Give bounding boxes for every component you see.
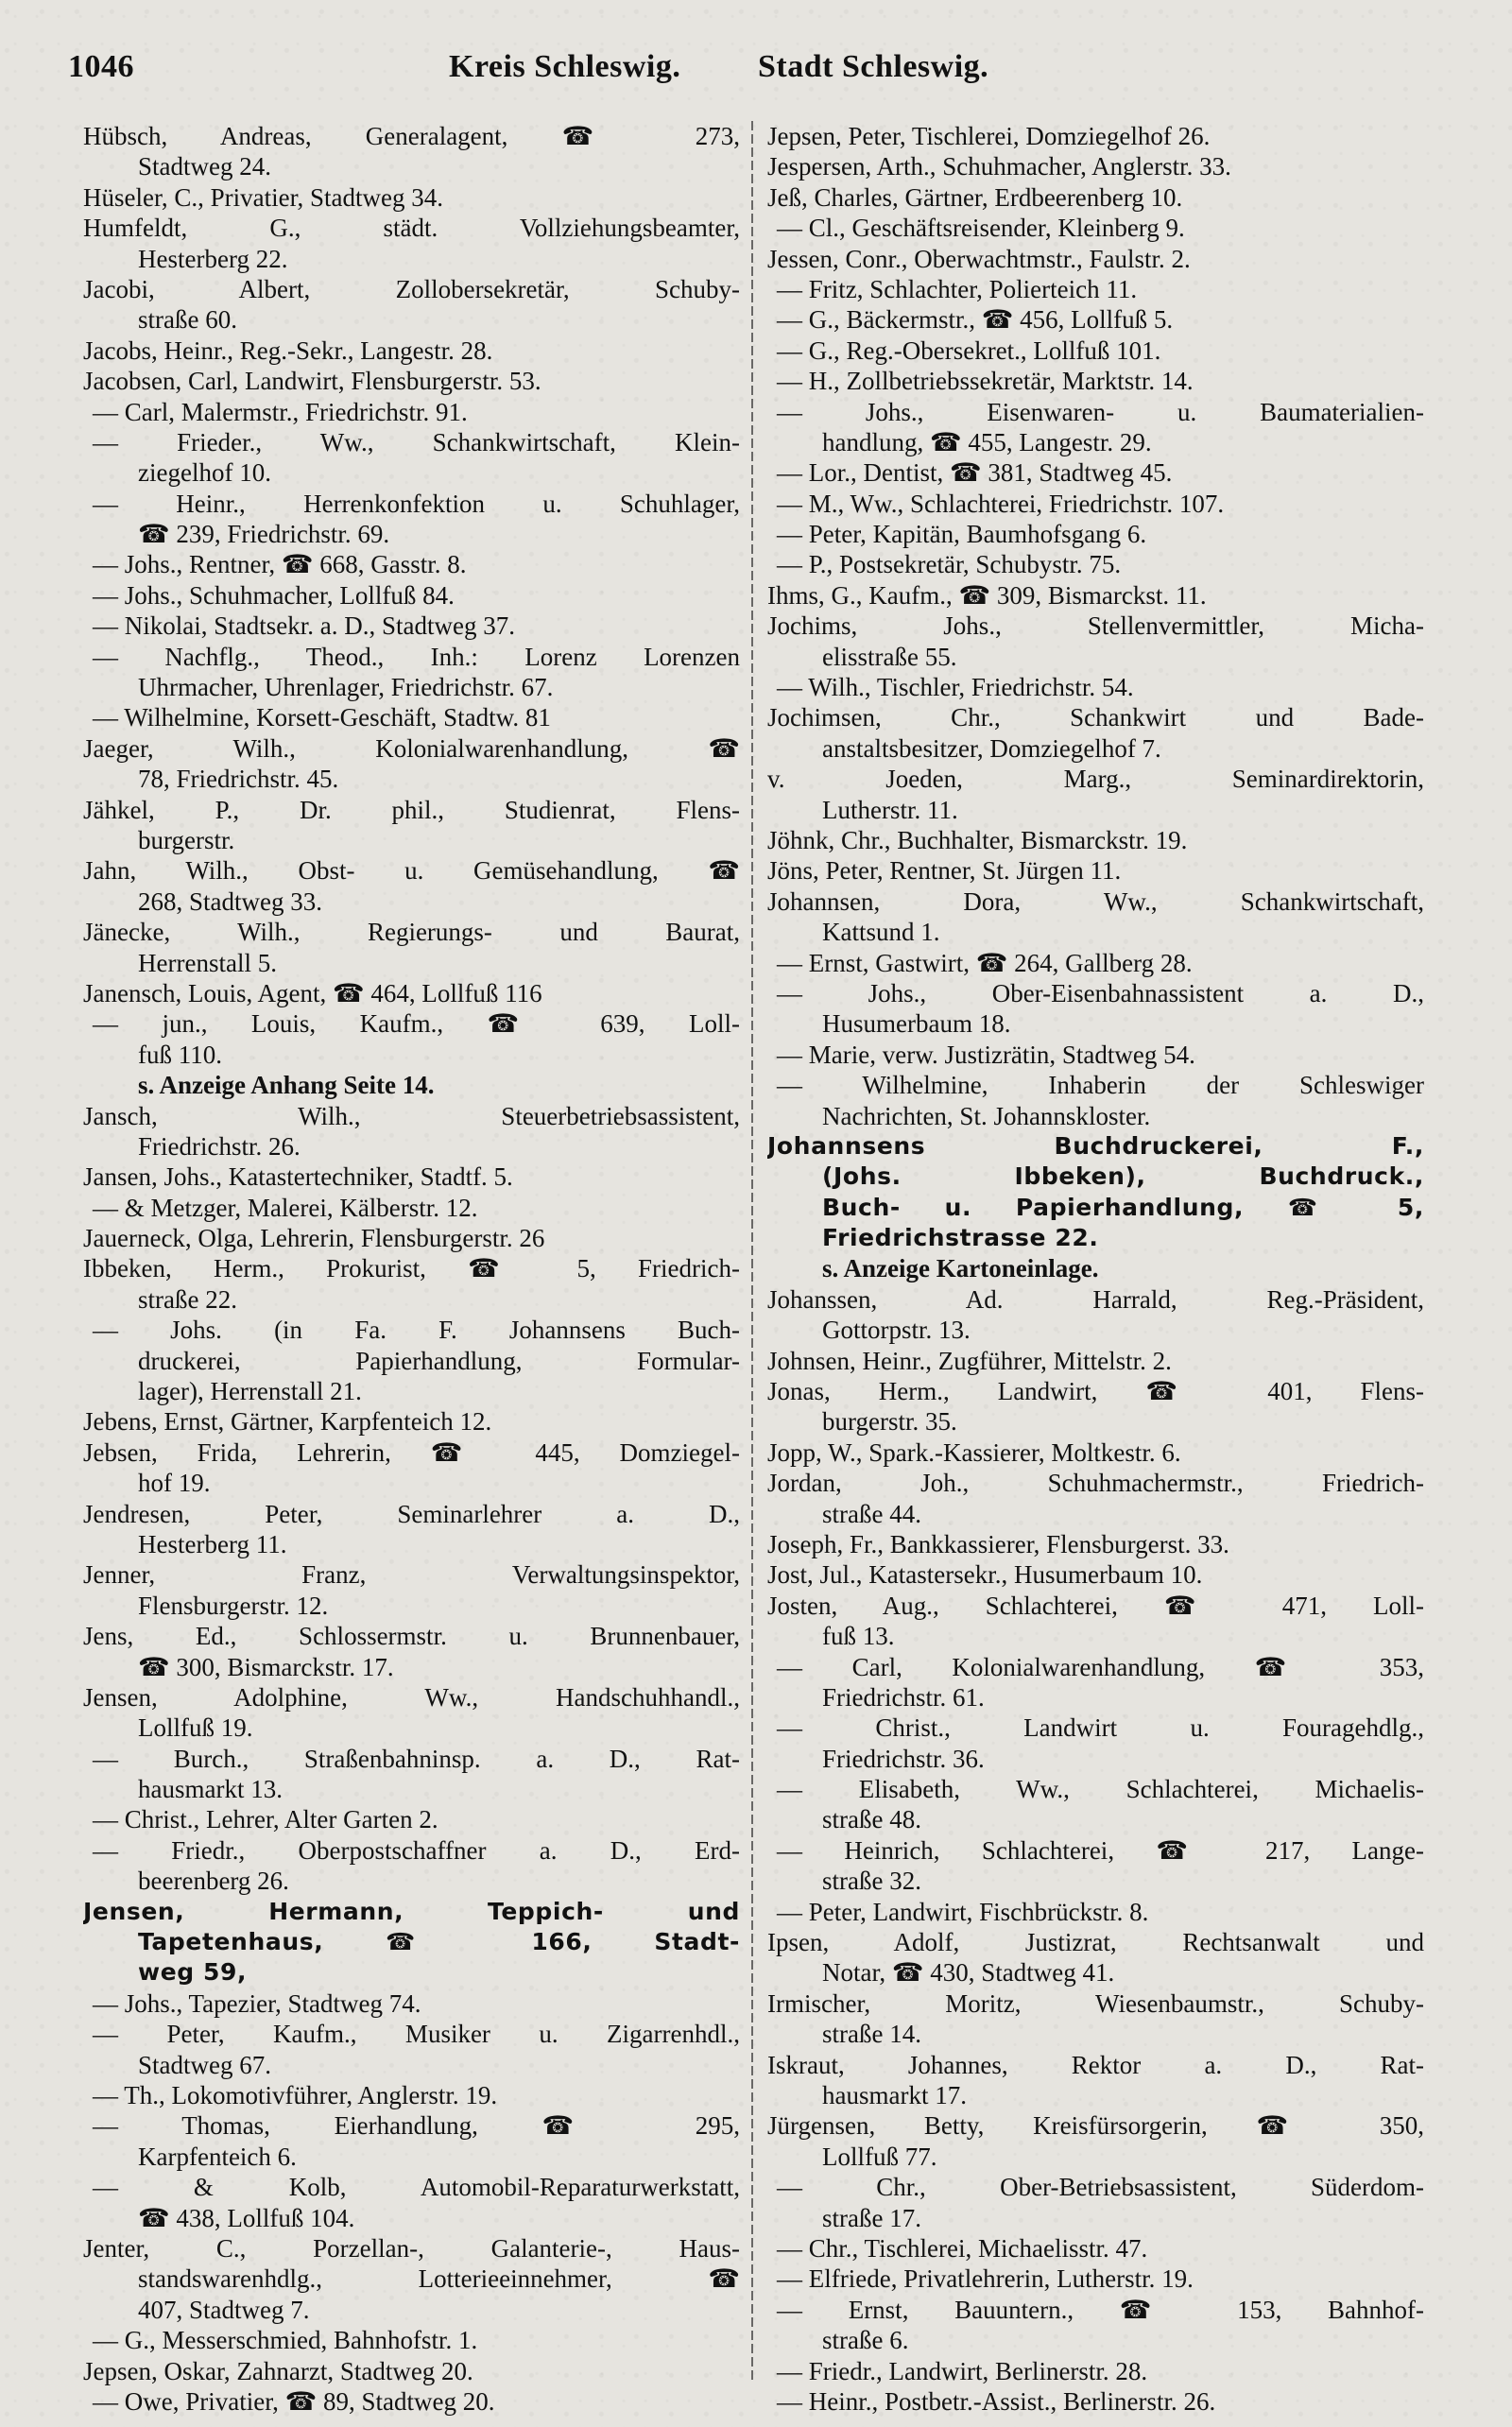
directory-entry: [83, 213, 740, 274]
directory-entry: [767, 489, 1424, 519]
directory-entry: [767, 2233, 1424, 2263]
entry-line: Karpfenteich 6.: [138, 2142, 297, 2171]
entry-line: Ihms, G., Kaufm., ☎ 309, Bismarckst. 11.: [767, 580, 1207, 610]
directory-entry: [83, 2080, 740, 2110]
entry-line: Buch- u. Papierhandlung, ☎ 5,: [822, 1193, 1424, 1221]
entry-line: weg 59,: [138, 1958, 248, 1987]
directory-entry: [767, 2172, 1424, 2233]
entry-line: fuß 110.: [138, 1040, 222, 1069]
directory-entry: [767, 948, 1424, 978]
entry-line: Jost, Jul., Katastersekr., Husumerbaum 10.: [767, 1560, 1203, 1590]
entry-line: — G., Bäckermstr., ☎ 456, Lollfuß 5.: [777, 305, 1174, 335]
entry-line: — Johs., Ober-Eisenbahnassistent a. D.,: [777, 978, 1424, 1007]
directory-entry: [83, 366, 740, 396]
entry-line: Jauerneck, Olga, Lehrerin, Flensburgerstr. 26: [83, 1224, 545, 1253]
directory-entry: [83, 2325, 740, 2355]
entry-line: Johannsens Buchdruckerei, F.,: [767, 1131, 1424, 1160]
entry-line: Friedrichstr. 61.: [822, 1682, 985, 1712]
entry-line: Janensch, Louis, Agent, ☎ 464, Lollfuß 116: [83, 978, 542, 1007]
entry-line: Iskraut, Johannes, Rektor a. D., Rat-: [767, 2050, 1424, 2079]
directory-entry: [83, 397, 740, 427]
entry-line: Jansen, Johs., Katastertechniker, Stadtf. 5.: [83, 1162, 513, 1192]
directory-entry: [767, 1529, 1424, 1559]
entry-line: Ipsen, Adolf, Justizrat, Rechtsanwalt und: [767, 1928, 1424, 1957]
directory-entry: [767, 304, 1424, 335]
directory-entry: [767, 1988, 1424, 2050]
running-title-left: Kreis Schleswig.: [449, 49, 681, 84]
directory-entry: [767, 1774, 1424, 1835]
directory-entry: [83, 549, 740, 579]
directory-entry: [767, 1376, 1424, 1437]
directory-entry: [83, 2172, 740, 2233]
running-title-right: Stadt Schleswig.: [758, 49, 989, 84]
entry-line: beerenberg 26.: [138, 1867, 289, 1896]
entry-line: hausmarkt 17.: [822, 2081, 967, 2109]
entry-line: — Carl, Kolonialwarenhandlung, ☎ 353,: [777, 1652, 1424, 1681]
entry-line: Jendresen, Peter, Seminarlehrer a. D.,: [83, 1499, 740, 1528]
entry-line: Jacobs, Heinr., Reg.-Sekr., Langestr. 28.: [83, 336, 493, 365]
entry-line: Tapetenhaus, ☎ 166, Stadt-: [138, 1928, 740, 1956]
entry-line: — Johs., Schuhmacher, Lollfuß 84.: [93, 580, 455, 610]
directory-entry: [767, 1040, 1424, 1070]
directory-entry: [767, 397, 1424, 458]
directory-entry: [83, 2386, 740, 2417]
entry-line: — M., Ww., Schlachterei, Friedrichstr. 107.: [777, 489, 1225, 518]
directory-entry: [767, 549, 1424, 579]
directory-entry: [83, 1223, 740, 1253]
directory-entry: [83, 733, 740, 795]
entry-line: — Marie, verw. Justizrätin, Stadtweg 54.: [777, 1040, 1195, 1069]
directory-entry: [767, 1468, 1424, 1529]
directory-entry: [767, 1284, 1424, 1346]
column-divider: [751, 121, 753, 2380]
entry-line: — P., Postsekretär, Schubystr. 75.: [777, 550, 1122, 579]
entry-line: — Cl., Geschäftsreisender, Kleinberg 9.: [777, 214, 1185, 243]
entry-line: Joseph, Fr., Bankkassierer, Flensburgerst. 33.: [767, 1529, 1229, 1558]
entry-line: ☎ 239, Friedrichstr. 69.: [138, 520, 390, 549]
directory-entry: [767, 672, 1424, 702]
entry-line: 268, Stadtweg 33.: [138, 886, 322, 916]
directory-entry: [767, 886, 1424, 948]
entry-line: — Lor., Dentist, ☎ 381, Stadtweg 45.: [777, 458, 1173, 488]
directory-entry: [83, 336, 740, 366]
directory-entry: [767, 2110, 1424, 2172]
entry-line: Jänecke, Wilh., Regierungs- und Baurat,: [83, 918, 740, 947]
directory-entry: [767, 213, 1424, 243]
entry-line: Hesterberg 22.: [138, 244, 288, 273]
directory-entry: [767, 2263, 1424, 2294]
entry-line: — Heinrich, Schlachterei, ☎ 217, Lange-: [777, 1835, 1424, 1865]
entry-line: — Elisabeth, Ww., Schlachterei, Michaelis-: [777, 1775, 1424, 1804]
directory-entry: [83, 1008, 740, 1070]
entry-line: Herrenstall 5.: [138, 948, 277, 977]
directory-entry: [83, 1682, 740, 1744]
entry-line: Jebsen, Frida, Lehrerin, ☎ 445, Domziegel-: [83, 1437, 740, 1467]
entry-line: ☎ 438, Lollfuß 104.: [138, 2203, 355, 2232]
entry-line: — Frieder., Ww., Schankwirtschaft, Klein-: [93, 427, 740, 456]
directory-entry: [767, 1437, 1424, 1468]
entry-line: — Ernst, Gastwirt, ☎ 264, Gallberg 28.: [777, 948, 1193, 977]
entry-line: v. Joeden, Marg., Seminardirektorin,: [767, 765, 1424, 794]
entry-line: — Burch., Straßenbahninsp. a. D., Rat-: [93, 1744, 740, 1773]
entry-line: straße 60.: [138, 305, 237, 335]
directory-entry: [83, 274, 740, 336]
directory-entry: [767, 366, 1424, 396]
directory-entry: [83, 2019, 740, 2080]
directory-entry: [83, 917, 740, 978]
directory-entry: [767, 1927, 1424, 1988]
entry-line: Jordan, Joh., Schuhmachermstr., Friedrich-: [767, 1469, 1424, 1498]
entry-line: — Thomas, Eierhandlung, ☎ 295,: [93, 2111, 740, 2141]
directory-entry: [767, 1713, 1424, 1774]
directory-entry: [767, 825, 1424, 855]
entry-line: Jacobsen, Carl, Landwirt, Flensburgerstr. 53.: [83, 367, 541, 396]
entry-line: — Chr., Ober-Betriebsassistent, Süderdom-: [777, 2173, 1424, 2202]
directory-entry: [83, 1315, 740, 1406]
entry-line: — Peter, Kapitän, Baumhofsgang 6.: [777, 520, 1147, 549]
entry-line: Jepsen, Peter, Tischlerei, Domziegelhof 26.: [767, 122, 1211, 150]
directory-entry: [767, 519, 1424, 549]
entry-line: — Wilh., Tischler, Friedrichstr. 54.: [777, 673, 1134, 702]
directory-entry: [83, 1437, 740, 1499]
entry-line: straße 32.: [822, 1867, 921, 1896]
directory-entry: [83, 1193, 740, 1223]
entry-line: Josten, Aug., Schlachterei, ☎ 471, Loll-: [767, 1591, 1424, 1620]
entry-line: — & Metzger, Malerei, Kälberstr. 12.: [93, 1193, 478, 1222]
entry-line: (Johs. Ibbeken), Buchdruck.,: [822, 1162, 1424, 1191]
directory-entry: [767, 1897, 1424, 1927]
entry-line: burgerstr. 35.: [822, 1407, 957, 1437]
directory-entry: [767, 580, 1424, 611]
entry-line: Nachrichten, St. Johannskloster.: [822, 1101, 1151, 1130]
entry-line: Jöns, Peter, Rentner, St. Jürgen 11.: [767, 856, 1122, 886]
entry-line: straße 17.: [822, 2203, 921, 2232]
entry-line: hof 19.: [138, 1469, 211, 1498]
entry-line: Notar, ☎ 430, Stadtweg 41.: [822, 1958, 1115, 1988]
entry-line: elisstraße 55.: [822, 642, 957, 671]
directory-entry: [83, 855, 740, 917]
directory-entry: [83, 427, 740, 489]
directory-entry: [767, 1559, 1424, 1590]
directory-entry: [83, 1406, 740, 1437]
directory-entry: [83, 489, 740, 550]
entry-line: Lutherstr. 11.: [822, 795, 958, 824]
directory-entry: [83, 1897, 740, 1988]
entry-line: Jenter, C., Porzellan-, Galanterie-, Haus-: [83, 2233, 740, 2263]
directory-entry: [767, 1835, 1424, 1897]
entry-line: — Wilhelmine, Korsett-Geschäft, Stadtw. 81: [93, 703, 551, 732]
entry-line: anstaltsbesitzer, Domziegelhof 7.: [822, 733, 1161, 763]
entry-line: — H., Zollbetriebssekretär, Marktstr. 14.: [777, 367, 1194, 396]
directory-entry: [767, 978, 1424, 1040]
entry-line: Johanssen, Ad. Harrald, Reg.-Präsident,: [767, 1284, 1424, 1314]
entry-line: — Th., Lokomotivführer, Anglerstr. 19.: [93, 2081, 498, 2109]
entry-line: Hesterberg 11.: [138, 1529, 287, 1558]
entry-line: Friedrichstr. 36.: [822, 1744, 985, 1773]
entry-line: Jens, Ed., Schlossermstr. u. Brunnenbauer,: [83, 1622, 740, 1651]
directory-entry: [83, 1101, 740, 1162]
entry-line: Johnsen, Heinr., Zugführer, Mittelstr. 2.: [767, 1346, 1172, 1375]
entry-line: Jebens, Ernst, Gärtner, Karpfenteich 12.: [83, 1407, 492, 1437]
directory-entry: [83, 1988, 740, 2019]
entry-line: — Heinr., Herrenkonfektion u. Schuhlager,: [93, 489, 740, 518]
directory-entry: [83, 1744, 740, 1805]
entry-line: Gottorpstr. 13.: [822, 1316, 971, 1345]
entry-line: Jepsen, Oskar, Zahnarzt, Stadtweg 20.: [83, 2356, 473, 2385]
entry-line: fuß 13.: [822, 1622, 895, 1651]
directory-entry: [767, 121, 1424, 151]
directory-entry: [83, 1621, 740, 1682]
entry-line: Jochimsen, Chr., Schankwirt und Bade-: [767, 703, 1424, 732]
entry-line: — Chr., Tischlerei, Michaelisstr. 47.: [777, 2233, 1148, 2263]
entry-line: — Nikolai, Stadtsekr. a. D., Stadtweg 37.: [93, 611, 515, 641]
directory-entry: [83, 1835, 740, 1897]
entry-line: Jahn, Wilh., Obst- u. Gemüsehandlung, ☎: [83, 856, 740, 886]
directory-entry: [83, 1253, 740, 1315]
directory-entry: [83, 121, 740, 182]
entry-line: straße 14.: [822, 2020, 921, 2049]
directory-entry: [83, 1162, 740, 1192]
entry-line: — Christ., Landwirt u. Fouragehdlg.,: [777, 1713, 1424, 1743]
entry-line: Friedrichstrasse 22.: [822, 1224, 1099, 1252]
entry-line: Kattsund 1.: [822, 918, 940, 947]
entry-line: 407, Stadtweg 7.: [138, 2295, 310, 2324]
directory-entry: [83, 2110, 740, 2172]
directory-entry: [767, 1070, 1424, 1131]
entry-line: Jeß, Charles, Gärtner, Erdbeerenberg 10.: [767, 182, 1183, 212]
directory-entry: [767, 2050, 1424, 2111]
entry-line: Jaeger, Wilh., Kolonialwarenhandlung, ☎: [83, 733, 740, 763]
directory-entry: [767, 274, 1424, 304]
entry-line: lager), Herrenstall 21.: [138, 1377, 362, 1406]
advert-reference: [83, 1070, 740, 1100]
entry-line: — Ernst, Bauuntern., ☎ 153, Bahnhof-: [777, 2295, 1424, 2324]
entry-line: Uhrmacher, Uhrenlager, Friedrichstr. 67.: [138, 673, 554, 702]
directory-entry: [767, 2356, 1424, 2386]
entry-line: Jähkel, P., Dr. phil., Studienrat, Flens-: [83, 795, 740, 824]
entry-line: Hüseler, C., Privatier, Stadtweg 34.: [83, 182, 444, 212]
entry-line: — Owe, Privatier, ☎ 89, Stadtweg 20.: [93, 2386, 495, 2416]
directory-entry: [83, 642, 740, 703]
directory-entry: [767, 702, 1424, 764]
entry-line: Stadtweg 67.: [138, 2050, 271, 2079]
entry-line: — Friedr., Oberpostschaffner a. D., Erd-: [93, 1835, 740, 1865]
entry-line: Jürgensen, Betty, Kreisfürsorgerin, ☎ 350,: [767, 2111, 1424, 2141]
entry-line: Stadtweg 24.: [138, 152, 271, 181]
entry-line: — Elfriede, Privatlehrerin, Lutherstr. 19.: [777, 2264, 1194, 2294]
entry-line: ☎ 300, Bismarckstr. 17.: [138, 1652, 394, 1681]
entry-line: — Wilhelmine, Inhaberin der Schleswiger: [777, 1071, 1424, 1100]
entry-line: — Peter, Kaufm., Musiker u. Zigarrenhdl.,: [93, 2020, 740, 2049]
entry-line: straße 48.: [822, 1805, 921, 1834]
entry-line: straße 22.: [138, 1284, 237, 1314]
entry-line: Lollfuß 19.: [138, 1713, 253, 1743]
entry-line: straße 6.: [822, 2326, 909, 2355]
page-number: 1046: [68, 49, 134, 84]
entry-line: — Carl, Malermstr., Friedrichstr. 91.: [93, 397, 468, 426]
entry-line: ziegelhof 10.: [138, 458, 271, 488]
entry-line: hausmarkt 13.: [138, 1775, 283, 1804]
entry-line: Jessen, Conr., Oberwachtmstr., Faulstr. 2.: [767, 244, 1191, 273]
directory-entry: [83, 1559, 740, 1621]
entry-line: — Christ., Lehrer, Alter Garten 2.: [93, 1805, 438, 1834]
directory-entry: [83, 2233, 740, 2325]
directory-entry: [83, 182, 740, 213]
directory-entry: [767, 457, 1424, 488]
entry-line: Jenner, Franz, Verwaltungsinspektor,: [83, 1560, 740, 1590]
directory-entry: [83, 795, 740, 856]
directory-entry: [767, 764, 1424, 825]
entry-line: burgerstr.: [138, 825, 235, 854]
directory-entry: [767, 855, 1424, 886]
entry-line: Flensburgerstr. 12.: [138, 1591, 329, 1620]
directory-entry: [767, 1591, 1424, 1652]
entry-line: Husumerbaum 18.: [822, 1009, 1011, 1039]
entry-line: Irmischer, Moritz, Wiesenbaumstr., Schuby-: [767, 1988, 1424, 2018]
entry-line: handlung, ☎ 455, Langestr. 29.: [822, 427, 1152, 456]
entry-line: Jacobi, Albert, Zollobersekretär, Schuby-: [83, 274, 740, 303]
entry-line: — & Kolb, Automobil-Reparaturwerkstatt,: [93, 2173, 740, 2202]
entry-line: 78, Friedrichstr. 45.: [138, 765, 339, 794]
directory-column-right: [767, 121, 1424, 2417]
directory-entry: [767, 244, 1424, 274]
advert-reference: [767, 1253, 1424, 1283]
entry-line: — Johs. (in Fa. F. Johannsens Buch-: [93, 1316, 740, 1345]
directory-entry: [767, 611, 1424, 672]
directory-entry: [767, 1652, 1424, 1713]
directory-entry: [83, 2356, 740, 2386]
entry-line: — G., Reg.-Obersekret., Lollfuß 101.: [777, 336, 1161, 365]
directory-entry: [767, 182, 1424, 213]
directory-entry: [767, 1346, 1424, 1376]
entry-line: — G., Messerschmied, Bahnhofstr. 1.: [93, 2326, 478, 2355]
entry-line: Jochims, Johs., Stellenvermittler, Micha-: [767, 611, 1424, 641]
entry-line: Hübsch, Andreas, Generalagent, ☎ 273,: [83, 122, 740, 150]
advert-reference-text: s. Anzeige Anhang Seite 14.: [138, 1071, 435, 1100]
entry-line: Jonas, Herm., Landwirt, ☎ 401, Flens-: [767, 1377, 1424, 1406]
entry-line: — Nachflg., Theod., Inh.: Lorenz Lorenzen: [93, 642, 740, 671]
directory-entry: [83, 580, 740, 611]
entry-line: — jun., Louis, Kaufm., ☎ 639, Loll-: [93, 1009, 740, 1039]
entry-line: — Johs., Rentner, ☎ 668, Gasstr. 8.: [93, 550, 467, 579]
directory-entry: [767, 151, 1424, 181]
directory-entry: [83, 1804, 740, 1834]
directory-entry: [767, 1131, 1424, 1254]
directory-entry: [83, 1499, 740, 1560]
directory-entry: [83, 611, 740, 641]
entry-line: Johannsen, Dora, Ww., Schankwirtschaft,: [767, 886, 1424, 916]
entry-line: Jöhnk, Chr., Buchhalter, Bismarckstr. 19.: [767, 825, 1188, 854]
entry-line: Humfeldt, G., städt. Vollziehungsbeamter,: [83, 214, 740, 243]
entry-line: — Fritz, Schlachter, Polierteich 11.: [777, 274, 1138, 303]
directory-entry: [83, 702, 740, 732]
entry-line: Jensen, Hermann, Teppich- und: [83, 1897, 740, 1925]
entry-line: — Johs., Eisenwaren- u. Baumaterialien-: [777, 397, 1424, 426]
directory-entry: [767, 2386, 1424, 2417]
entry-line: Friedrichstr. 26.: [138, 1131, 301, 1161]
entry-line: Jespersen, Arth., Schuhmacher, Anglerstr. 33.: [767, 152, 1231, 181]
entry-line: Lollfuß 77.: [822, 2142, 937, 2171]
entry-line: — Friedr., Landwirt, Berlinerstr. 28.: [777, 2356, 1148, 2385]
entry-line: Jopp, W., Spark.-Kassierer, Moltkestr. 6.: [767, 1437, 1181, 1467]
entry-line: standswarenhdlg., Lotterieeinnehmer, ☎: [138, 2264, 740, 2294]
directory-entry: [767, 336, 1424, 366]
entry-line: — Heinr., Postbetr.-Assist., Berlinerstr. 26.: [777, 2386, 1216, 2416]
entry-line: straße 44.: [822, 1499, 921, 1528]
advert-reference-text: s. Anzeige Kartoneinlage.: [822, 1254, 1099, 1283]
entry-line: druckerei, Papierhandlung, Formular-: [138, 1346, 740, 1375]
directory-entry: [767, 2295, 1424, 2356]
entry-line: — Johs., Tapezier, Stadtweg 74.: [93, 1988, 421, 2018]
entry-line: Jensen, Adolphine, Ww., Handschuhhandl.,: [83, 1682, 740, 1712]
directory-entry: [83, 978, 740, 1008]
entry-line: Jansch, Wilh., Steuerbetriebsassistent,: [83, 1101, 740, 1130]
entry-line: — Peter, Landwirt, Fischbrückstr. 8.: [777, 1897, 1149, 1926]
entry-line: Ibbeken, Herm., Prokurist, ☎ 5, Friedrich-: [83, 1254, 740, 1283]
directory-column-left: [83, 121, 740, 2417]
